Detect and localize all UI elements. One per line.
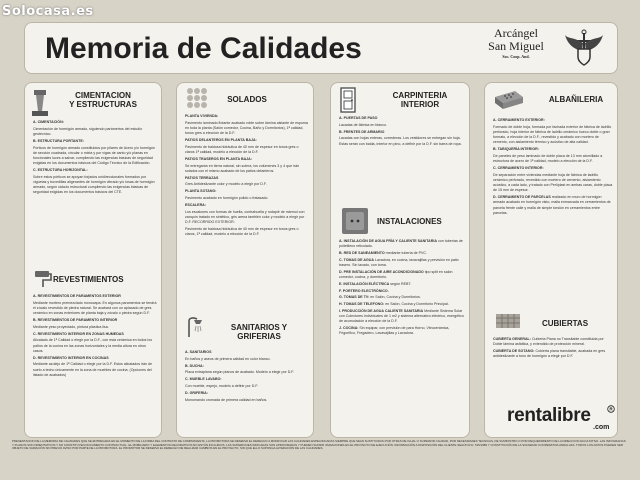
item-text: Mediante azulejo de 1ª Calidad o elegir por la D.F. Estos alicatados irán de suelo a techo únicamente en la zona de muebles de cocina. (Opciones del listado de acabados): [33, 362, 152, 377]
item-text: Pavimento acabado en hormigón pulido o fratasado.: [185, 195, 269, 200]
item-heading: B. ESTRUCTURA PORTANTE:: [33, 138, 84, 143]
item-heading: D. PRE INSTALACIÓN DE AIRE ACONDICIONADO: [339, 269, 424, 274]
item-heading: A. CERRAMIENTO EXTERIOR:: [493, 118, 545, 122]
instalaciones-text: [339, 239, 465, 435]
item-heading: D. REVESTIMIENTO INTERIOR EN COCINAS: [33, 355, 109, 360]
angel-crest-icon: [562, 27, 606, 71]
item-text: Alicatado de 1ª Calidad o elegir por la D.F., con esta cerámica en todos los paños de la cocina en las zonas horizontales y la media altura en otros casos.: [33, 338, 152, 353]
item-text: Monomando cromada de primera calidad en baños.: [185, 397, 268, 402]
item-heading: B. FRENTES DE ARMARIO: [339, 129, 385, 134]
item-text: Sobre estos pórticos se apoyan forjados unidireccionales formados por viguetas y bovedillas aligerantes de hormigón vibrado y/o losas de hormigón armado, según cálculo estructural cumpliendo las exigencias básicas de seguridad exigidas en los documentos básicos del CTE.: [33, 174, 155, 195]
item-heading: CUBIERTA DE SOTANO:: [493, 349, 535, 353]
item-heading: PLANTA SOTANO:: [185, 189, 217, 194]
item-text: tipo split en salón comedor, cocina, y dormitorio.: [339, 269, 453, 279]
item-text: Pavimento de baldosa hidráulica de 40 mm de espesor en tonos gres o claros, 1ª calidad, modelo a elección de la D.F.: [185, 226, 299, 236]
cimentacion-text: [33, 119, 157, 269]
item-heading: A. SANITARIOS: [185, 350, 212, 354]
brand-name-line2: San Miguel: [488, 39, 544, 54]
item-text: Mediante Sistema Solar con Colectores Individuales de 1 m2 y sistema alternativo eléctrico, energético de acumulación a elección de la D.F.: [339, 308, 464, 324]
item-text: en Salón, Cocina y Dormitorios.: [370, 295, 421, 300]
section-title-cimentacion: CIMENTACION Y ESTRUCTURAS: [69, 91, 137, 110]
item-heading: H. TOMAS DE TELEFONO:: [339, 302, 385, 307]
brand-name-line1: Arcángel: [494, 26, 538, 40]
item-heading: D. CERRAMIENTO DE PARCELAS: [493, 195, 551, 200]
door-icon: [339, 87, 357, 113]
item-heading: B. DUCHA:: [185, 363, 204, 368]
column-albanileria: [484, 82, 618, 438]
item-heading: CUBIERTA GENERAL:: [493, 337, 531, 341]
registered-mark-icon: [607, 405, 615, 413]
section-title-revestimientos: REVESTIMIENTOS: [53, 275, 124, 284]
svg-text:R: R: [609, 406, 613, 412]
item-heading: C. MUEBLE LAVABO:: [185, 377, 222, 382]
item-text: Gres Antideslizante color y modelo a elegir por D.F.: [185, 182, 267, 187]
item-text: Lavadora, en cocina, lavavajillas y previsión en patio trasero. Sin lavado, con toma.: [339, 257, 459, 267]
item-heading: PATIOS TRASEROS EN PLANTA BAJA:: [185, 156, 252, 161]
column-solados: [176, 82, 314, 438]
section-title-carpinteria: CARPINTERIA INTERIOR: [392, 91, 448, 110]
item-text: Cubierta Plana no Transitable constituida por Doble lámina asfáltica, y extendido de protección mineral.: [493, 337, 604, 347]
item-heading: C. ESTRUCTURA HORIZONTAL:: [33, 168, 88, 172]
section-title-sanitarios: SANITARIOS Y GRIFERIAS: [230, 323, 288, 342]
item-text: Formado de doble hoja, formada por fachada exterior de fábrica de ladrillo perforado, hoja interior de fábrica de ladrillo cerámico hueco doble o gran formato, a elección de la D.F., revestido y acabado con mortero de cemento, con aislamiento térmico y acústico de alta calidad.: [493, 124, 612, 145]
item-text: De separación entre viviendas mediante hoja de fábrica de ladrillo cerámico perforado, revestido con mortero de cemento, aislamiento acústico, a cada lado, y tratado con Perliplast en ambas caras, doble placa de 15 mm de espesor.: [493, 172, 613, 193]
item-heading: B. RED DE SANEAMIENTO: [339, 251, 385, 255]
header-panel: [24, 22, 618, 74]
item-text: Mediante yeso proyectado, pintura plástica lisa.: [33, 324, 109, 329]
item-heading: A. INSTALACIÓN DE AGUA FRÍA Y CALIENTE SANITARIA: [339, 239, 437, 243]
item-text: Sin equipar, con previsión de para Horno, Vitrocerámica, Frigorífico, Fregadero, Lavavajillas y Lavadora.: [339, 326, 450, 336]
watermark-text: Solocasa.es: [2, 4, 94, 19]
brand-subtitle: Soc. Coop. And.: [502, 54, 530, 60]
item-heading: A. REVESTIMIENTOS DE PARAMENTOS EXTERIOR: [33, 294, 121, 298]
item-text: Los escalones con formas de huella, contrahuella y rodapié de mármol con zanquín tratado en sintético, gris arena también color y modelo a elegir por D.F. RECORRIDO EXTERIOR:: [185, 209, 305, 224]
item-text: Mediante mortero premezclado monocapa. En algunos paramentos se tendrá el zócalo revestido de piedra natural. Se acabará con un aplacado de gres cerámico en zonas exteriores de planta baja y zócalo o piedra según D.F.: [33, 300, 157, 316]
item-text: con tuberías de polietileno reticulado.: [339, 239, 463, 249]
column-carpinteria: [330, 82, 470, 438]
item-heading: C. CERRAMIENTO INTERIOR:: [493, 166, 544, 170]
item-heading: ESCALERA:: [185, 202, 206, 207]
footer-disclaimer: PRESENTACIÓN DE LA MEMORIA DE CALIDADES QUE SE ENTREGARÁ EN EL MOMENTO DE LA FIRMA DEL CONTRATO DE COMPRAVENTA. LA PROMOTORA SE RESERVA EL DERECHO A MODIFICAR LAS CALIDADES ESPECIFICADAS SIEMPRE QUE SEAN SUSTITUIDAS POR OTRAS DE IGUAL O SUPERIOR CALIDAD, POR NECESIDADES TÉCNICAS, DE SUMINISTRO O POR REQUERIMIENTO DE LA DIRECCIÓN FACULTATIVA. LAS INFOGRAFÍAS Y PLANOS SON ORIENTATIVOS Y NO CONSTITUYEN DOCUMENTO CONTRACTUAL. EL MOBILIARIO Y ELEMENTOS DECORATIVOS NO ESTÁN INCLUIDOS. LAS SUPERFICIES INDICADAS SON APROXIMADAS Y PUEDEN SUFRIR VARIACIONES EN EL PROYECTO DE EJECUCIÓN. INFORMACIÓN A DISPOSICIÓN DEL CLIENTE SEGÚN R.D. 515/1989 Y CONSTITUCIÓN DE LA SOCIEDAD COOPERATIVA ANDALUZA. TODOS LOS DATOS PUEDEN SER OBJETO DE VARIACIÓN SIN PREVIO AVISO POR PARTE DE LA PROMOTORA. EL PROMOTOR SE RESERVA EL DERECHO DE REALIZAR CAMBIOS EN EL PROYECTO, SIN QUE ELLO SUPONGA ALTERACIÓN DE LAS CALIDADES.: [12, 440, 626, 451]
brand-block: [478, 27, 554, 60]
item-heading: C. REVESTIMIENTO INTERIOR EN ZONAS HUMEDAS: [33, 331, 124, 336]
section-title-instalaciones: INSTALACIONES: [377, 217, 442, 226]
item-text: Cubierta plana transitable, acabada en gres antideslizante a tono de hormigón a elegir por D.F.: [493, 349, 606, 359]
item-text: Lacadas de fábrica en blanco.: [339, 122, 387, 127]
column-cimentacion: [24, 82, 162, 438]
brick-icon: [493, 89, 525, 111]
item-heading: J. COCINA:: [339, 326, 359, 331]
section-title-solados: SOLADOS: [227, 95, 267, 104]
shower-icon: [185, 315, 207, 339]
item-heading: B. TABIQUERÍA INTERIOR:: [493, 147, 539, 152]
item-text: En baños y aseos de primera calidad en color blanco.: [185, 356, 271, 361]
floor-tiles-icon: [185, 87, 213, 111]
column-pillar-icon: [31, 89, 49, 117]
item-text: realizado en muro de hormigón armado acabado en hormigón visto, malla enmarcada en cerramientos de parcela frente calle y malla de simple torsión en cerramientos entre parcelas.: [493, 195, 611, 215]
item-heading: C. TOMAS DE AGUA: [339, 257, 374, 262]
item-heading: E. INSTALACIÓN ELÉCTRICA: [339, 281, 390, 286]
section-title-cubiertas: CUBIERTAS: [541, 319, 589, 328]
item-heading: G. TOMAS DE TV:: [339, 295, 370, 300]
revestimientos-text: [33, 293, 157, 433]
item-heading: PLANTA VIVIENDA:: [185, 114, 219, 118]
carpinteria-text: [339, 115, 465, 197]
item-heading: B. REVESTIMIENTOS DE PARAMENTO INTERIOR: [33, 318, 118, 322]
cubiertas-text: [493, 337, 613, 399]
item-heading: D. GRIFERIA:: [185, 390, 208, 395]
item-text: De paneles de yeso laminado de doble placa de 13 mm atornillado a estructura de acero de 1ª calidad, modelo a elección de la D.F.: [493, 154, 603, 164]
item-text: Lacadas con hojas enteras, correderas. Los vestidores se entregan sin hoja. Estas serán con balda, interior en pino, a definir por la D.F. sin barra de ropa.: [339, 136, 462, 146]
item-heading: PATIOS DELANTEROS EN PLANTA BAJA:: [185, 138, 257, 142]
item-text: Placa extraplana según planos de acabado. Modelo a elegir por D.F.: [185, 370, 295, 375]
electrical-outlet-icon: [341, 207, 369, 235]
item-text: Pavimento laminado flotante acabado roble sobre lámina aislante de espuma en toda la planta (Salón comedor, Cocina, Baño y Dormitorios), 1ª calidad, tonos gres a elección de la D.F.: [185, 120, 308, 136]
item-heading: F. PORTERO ELECTRÓNICO.: [339, 288, 389, 293]
item-text: Se entregarán en tierra natural, sin solera, los volúmenes 3 y 4 que irán solados con el mismo acabado de los patios delanteros.: [185, 163, 300, 173]
item-text: Con mueble, espejo, modelo a definir por D.F.: [185, 383, 259, 388]
item-text: Pavimento de baldosa hidráulica de 40 mm de espesor en tonos gres o claros 1ª calidad, modelo a elección de la D.F.: [185, 144, 299, 154]
item-text: mediante tubería de PVC.: [385, 251, 428, 255]
sanitarios-text: [185, 349, 309, 435]
item-text: según REBT.: [390, 281, 412, 286]
rentalibre-logo: rentalibre: [507, 405, 591, 426]
section-title-albanileria: ALBAÑILERIA: [548, 95, 604, 104]
item-heading: A. PUERTAS DE PASO: [339, 116, 378, 120]
item-text: Pórticos de hormigón armado constituidos por pilares de Acero y/o hormigón de sección cuadrada, circular o mixta y por vigas de canto y/o planas en funcionales luces a salvar, cumpliendo las exigencias básicas de seguridad exigidas en los documentos básicos del Código Técnico de la Edificación.: [33, 145, 155, 166]
page-title: Memoria de Calidades: [45, 32, 362, 65]
albanileria-text: [493, 117, 613, 303]
item-text: en Salón, Cocina y Dormitorio Principal.: [385, 302, 449, 307]
rentalibre-logo-domain: .com: [593, 424, 610, 431]
paint-roller-icon: [33, 269, 53, 289]
item-heading: A. CIMENTACIÓN:: [33, 120, 64, 124]
item-heading: I. PRODUCCIÓN DE AGUA CALIENTE SANITARIA: [339, 308, 424, 313]
roof-tiles-icon: [495, 313, 521, 329]
solados-text: [185, 113, 309, 309]
item-heading: PATIOS TERRAZAS: [185, 175, 219, 180]
item-text: Cimentación de hormigón armado, siguiendo parámetros del estudio geotécnico.: [33, 126, 143, 136]
